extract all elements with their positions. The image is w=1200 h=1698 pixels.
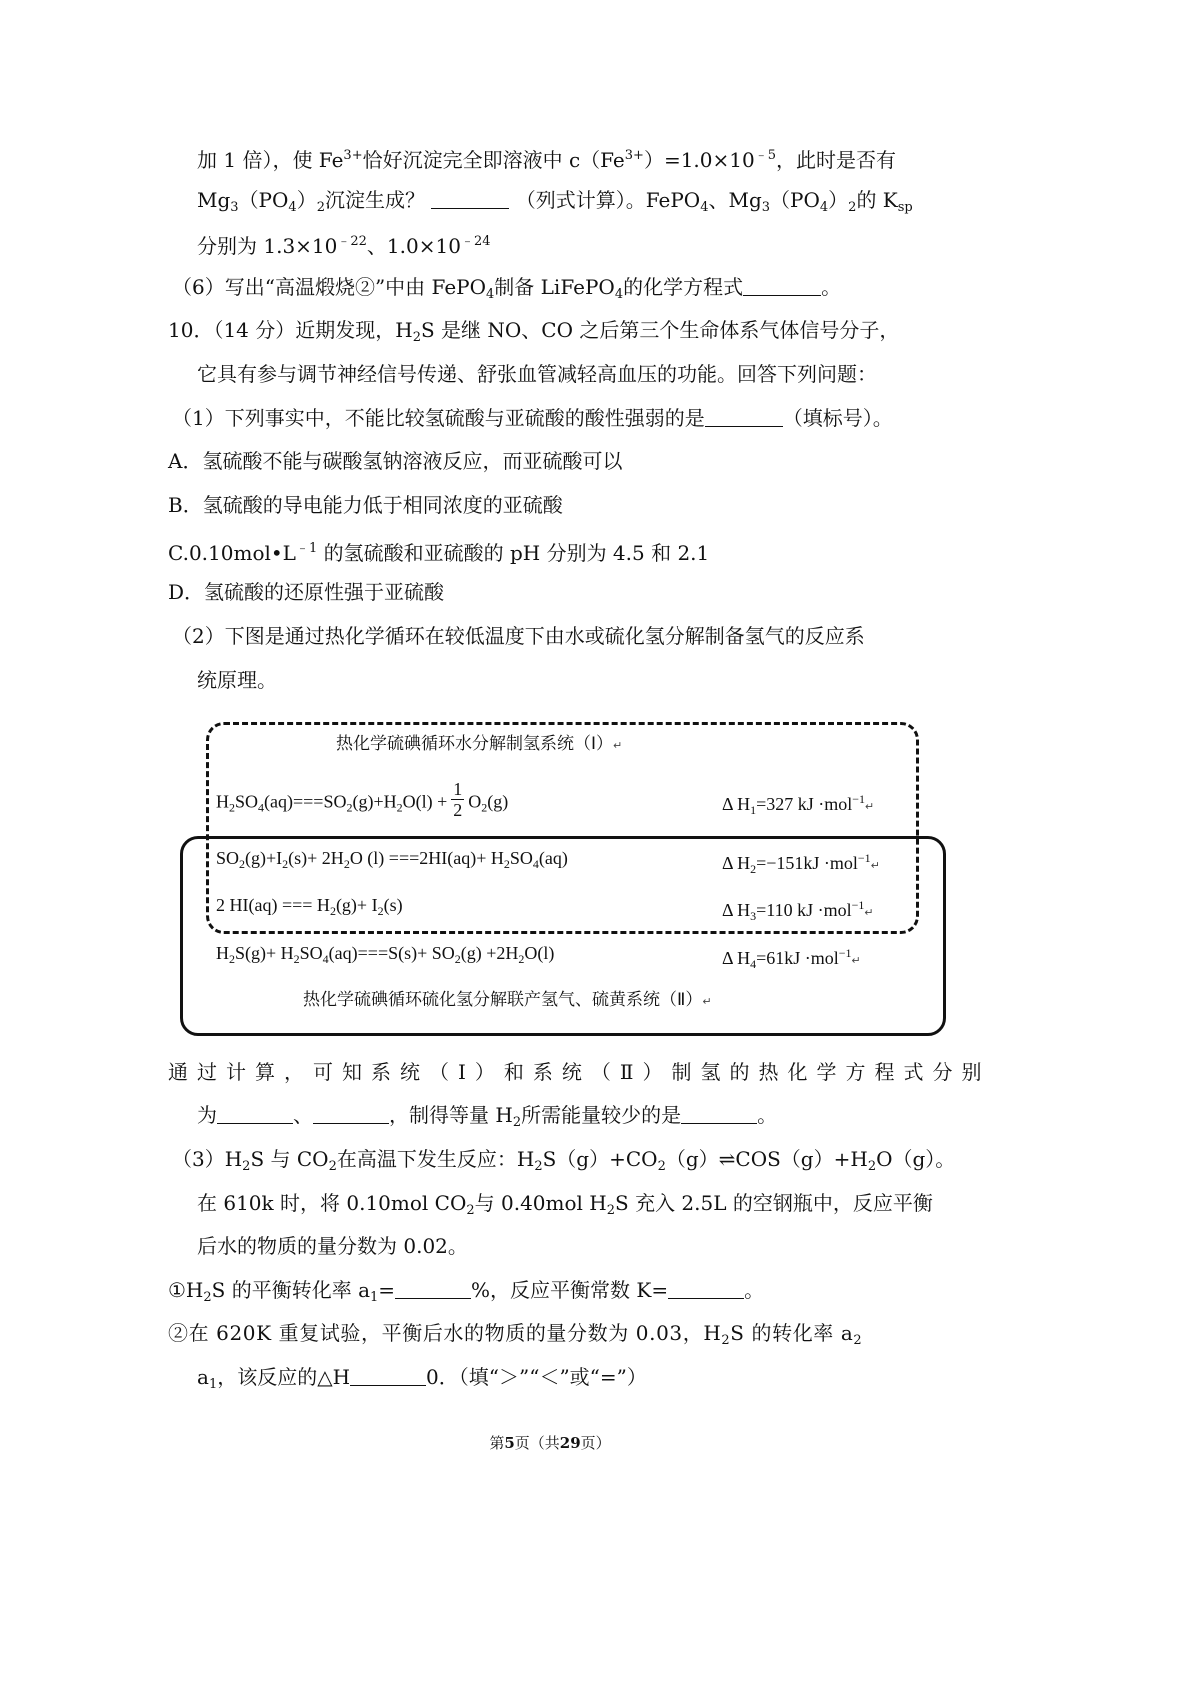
q10-part-2-line-2: 统原理。 — [197, 668, 277, 692]
q10-stem-line-2: 它具有参与调节神经信号传递、舒张血管减轻高血压的功能。回答下列问题： — [197, 362, 877, 386]
sub-question-2-line-1: ②在 620K 重复试验，平衡后水的物质的量分数为 0.03，$H_2S$ 的转化率 $a_2$ — [168, 1321, 863, 1348]
option-d: D．氢硫酸的还原性强于亚硫酸 — [168, 580, 445, 604]
q9-continuation-line-3: 分别为 $1.3\times 10^{﹣22}$、$1.0\times 10^{﹣24}$ — [197, 234, 491, 258]
q10-part-2-line-1: （2）下图是通过热化学循环在较低温度下由水或硫化氢分解制备氢气的反应系 — [172, 624, 865, 648]
option-b: B．氢硫酸的导电能力低于相同浓度的亚硫酸 — [168, 493, 563, 517]
q10-part-3-line-1: $(3)H_2S$ 与 $CO_2$在高温下发生反应：$H_2S(g)+CO_2(g)\rightleftharpoons COS(g)+H_2O(g)$。 — [172, 1147, 956, 1174]
page-footer: 第5页（共29页） — [489, 1434, 611, 1452]
q10-stem-line-1: 10．（14 分）近期发现，$H_2S$ 是继 NO、CO 之后第三个生命体系气体信号分子， — [168, 318, 900, 345]
enthalpy-2: Δ $H_2=-151kJ$ ·mol$^{-1}$↵ — [722, 851, 880, 876]
q10-part-3-line-3: 后水的物质的量分数为 0.02。 — [197, 1234, 468, 1258]
q9-part-6: （6）写出“高温煅烧②”中由 FePO$_4$制备 LiFePO$_4$的化学方程式 。 — [172, 275, 842, 302]
q10-part-1: （1）下列事实中，不能比较氢硫酸与亚硫酸的酸性强弱的是 （填标号）。 — [172, 406, 893, 430]
answer-blank — [313, 1105, 389, 1124]
enthalpy-4: Δ $H_4=61kJ$ ·mol$^{-1}$↵ — [722, 946, 861, 971]
answer-blank — [681, 1105, 757, 1124]
sub-question-1: $①H_2S$ 的平衡转化率 $a_1=$ %，反应平衡常数 K= 。 — [168, 1278, 765, 1305]
answer-blank — [431, 190, 509, 209]
answer-blank — [350, 1367, 426, 1386]
system-1-title: 热化学硫碘循环水分解制氢系统（Ⅰ）↵ — [336, 734, 623, 754]
q9-continuation-line-2: $Mg_3(PO_4)_2$沉淀生成？ （列式计算）。FePO$_4$、$Mg_3(PO_4)_2$的 $K_{sp}$ — [197, 188, 913, 215]
reaction-1: $H_2SO_4(aq)===SO_2(g)+H_2O(l)$ + $\frac{1}{2}$ $O_2(g)$ — [216, 779, 509, 820]
reaction-4: $H_2S(g)+ H_2SO_4(aq)===S(s)+ SO_2(g) +2H_2O(l)$ — [216, 943, 555, 966]
q10-part-3-line-2: 在 610k 时，将 0.10mol $CO_2$与 0.40mol $H_2S$ 充入 2.5L 的空钢瓶中，反应平衡 — [197, 1191, 933, 1218]
enthalpy-1: Δ $H_1=327$ kJ ·mol$^{-1}$↵ — [722, 792, 875, 817]
answer-blank — [705, 408, 783, 427]
q9-continuation-line-1: 加 1 倍），使 $Fe^{3+}$恰好沉淀完全即溶液中 $c(Fe^{3+})=1.0\times 10^{﹣5}$，此时是否有 — [197, 148, 897, 172]
calc-line-1: 通过计算，可知系统（Ⅰ）和系统（Ⅱ）制氢的热化学方程式分别 — [168, 1060, 991, 1084]
answer-blank — [668, 1280, 744, 1299]
one-half-fraction: $\frac{1}{2}$ — [453, 779, 463, 820]
enthalpy-3: Δ $H_3=110$ kJ ·mol$^{-1}$↵ — [722, 898, 874, 923]
calc-line-2: 为 、 ，制得等量 $H_2$所需能量较少的是 。 — [197, 1103, 778, 1130]
sub-question-2-line-2: $a_1$，该反应的△H 0．（填“＞”“＜”或“=”） — [197, 1365, 647, 1392]
option-c: $C.0.10mol•L^{﹣1}$ 的氢硫酸和亚硫酸的 pH 分别为 4.5 和 2.1 — [168, 541, 710, 565]
system-2-title: 热化学硫碘循环硫化氢分解联产氢气、硫黄系统（Ⅱ）↵ — [303, 990, 712, 1010]
answer-blank — [217, 1105, 293, 1124]
reaction-3: 2 HI(aq) === $H_2(g)+ I_2(s)$ — [216, 895, 403, 918]
answer-blank — [395, 1280, 471, 1299]
reaction-2: $SO_2(g)+I_2(s)+ 2H_2O$ $(l) ===2HI(aq)+ H_2SO_4(aq)$ — [216, 848, 568, 871]
answer-blank — [743, 277, 821, 296]
option-a: A．氢硫酸不能与碳酸氢钠溶液反应，而亚硫酸可以 — [168, 449, 623, 473]
